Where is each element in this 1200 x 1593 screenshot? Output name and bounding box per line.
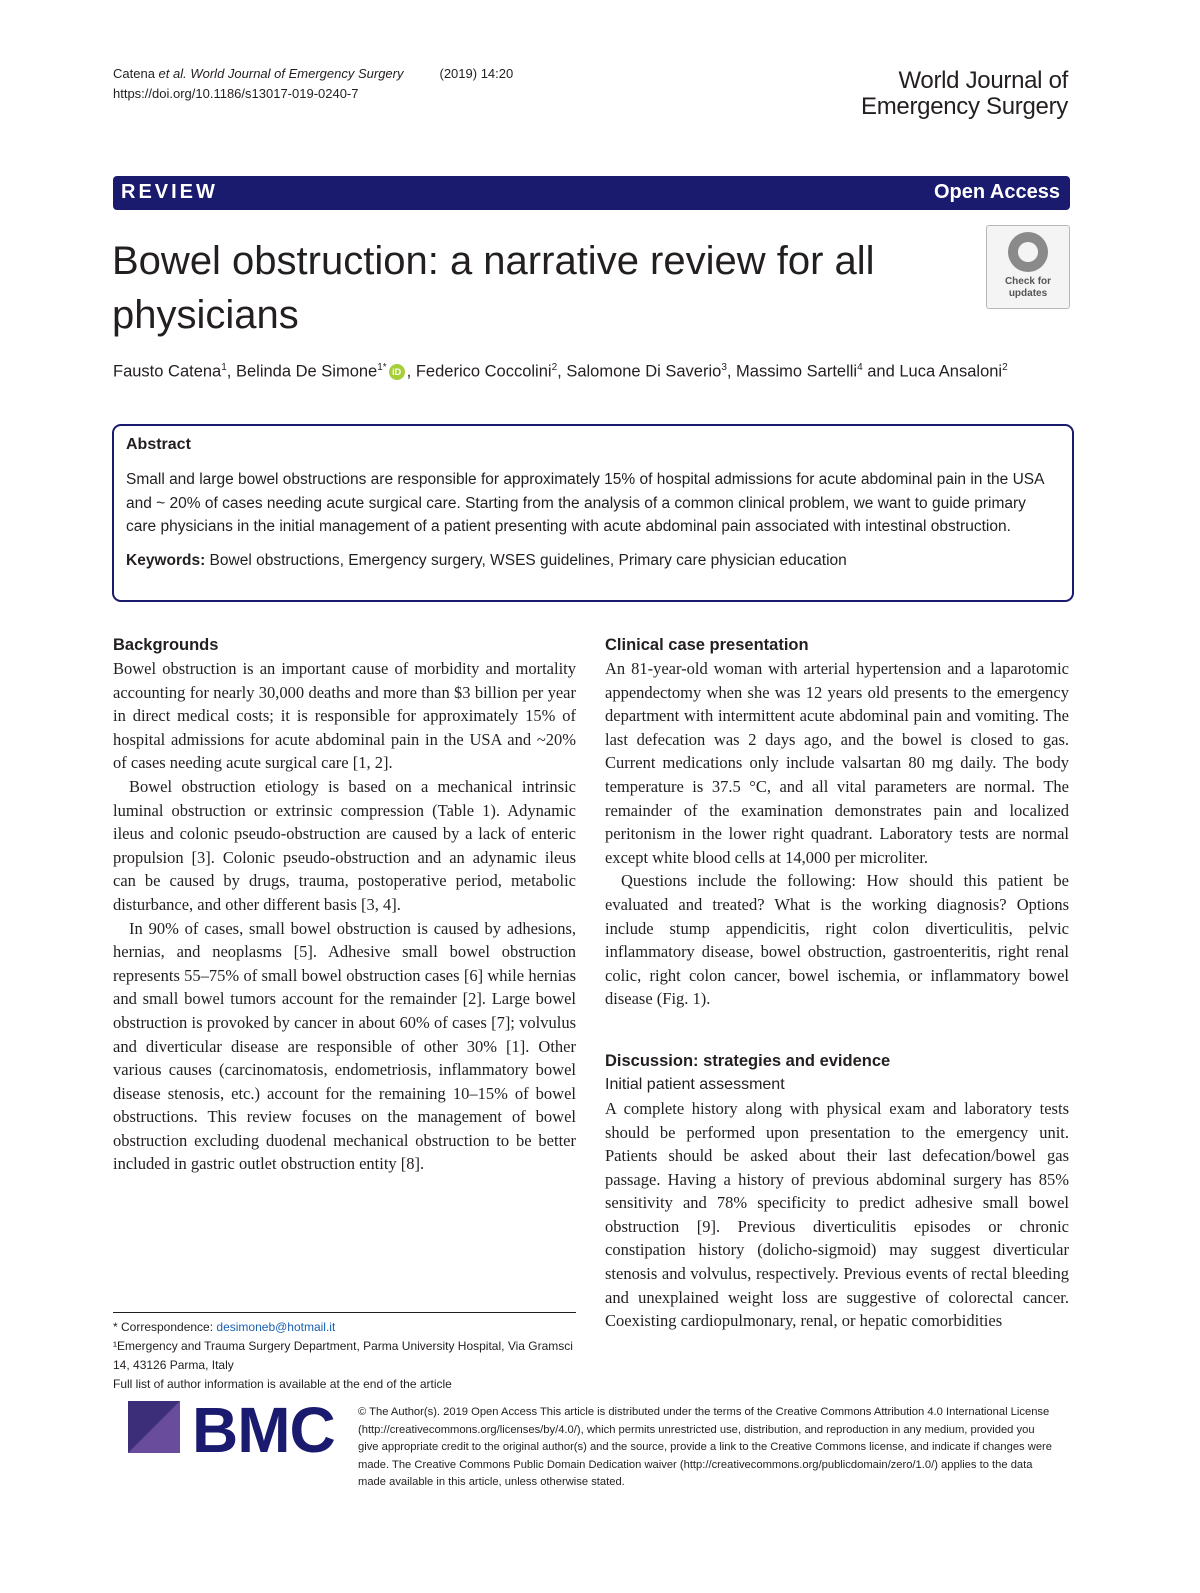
- open-access-label: Open Access: [934, 181, 1060, 203]
- article-meta: [113, 64, 513, 104]
- journal-name-line1: World Journal of: [898, 67, 1068, 94]
- journal-logo: [861, 68, 1068, 120]
- author-name[interactable]: Belinda De Simone: [235, 362, 378, 381]
- footnote: [113, 1318, 583, 1394]
- citation-year: (2019) 14:20: [439, 66, 514, 81]
- abstract-text: Small and large bowel obstructions are responsible for approximately 15% of hospital admissions for acute abdominal pain in the USA and ~ 20% of cases needing acute surgical care. Starting from the analysis of a common clinical problem, we want to guide primary care physicians in the initial management of a patient presenting with acute abdominal pain associated with intestinal obstruction.: [126, 471, 1044, 535]
- author-separator: ,: [226, 362, 236, 381]
- author-affiliation: 2: [551, 362, 558, 373]
- paragraph: In 90% of cases, small bowel obstruction is caused by adhesions, hernias, and neoplasms [5]. Adhesive small bowel obstruction represents 55–75% of small bowel obstruction cases [6] while hernias and small bowel tumors account for the remainder [2]. Large bowel obstruction is provoked by cancer in about 60% of cases [7]; volvulus and diverticular disease are responsible of other 30% [1]. Other various causes (carcinomatosis, endometriosis, inflammatory bowel disease stenosis, etc.) account for the remaining 10–15% of bowel obstructions. This review focuses on the management of bowel obstruction excluding duodenal mechanical obstruction to be better included in gastric outlet obstruction entity [8].: [113, 918, 576, 1174]
- section-heading-backgrounds: Backgrounds: [113, 636, 219, 654]
- paragraph: An 81-year-old woman with arterial hypertension and a laparotomic appendectomy when she was 12 years old presents to the emergency department with intermittent acute abdominal pain and vomiting. The last defecation was 2 days ago, and the bowel is closed to gas. Current medications only include valsartan 80 mg daily. The body temperature is 37.5 °C, and all vital parameters are normal. The remainder of the examination demonstrates pain and localized peritonism in the lower right quadrant. Laboratory tests are normal except white blood cells at 14,000 per microliter.: [605, 659, 1069, 867]
- author-separator: and: [862, 362, 900, 381]
- citation-line: [113, 64, 513, 84]
- citation-etal: et al.: [158, 66, 187, 81]
- check-for-updates-badge[interactable]: [986, 225, 1070, 309]
- keywords: [126, 549, 1060, 572]
- journal-name-line2: Emergency Surgery: [861, 93, 1068, 120]
- paragraph: Bowel obstruction etiology is based on a mechanical intrinsic luminal obstruction or extrinsic compression (Table 1). Adynamic ileus and colonic pseudo-obstruction are caused by a lack of enteric propulsion [3]. Colonic pseudo-obstruction and an adynamic ileus can be caused by drugs, trauma, postoperative period, metabolic disturbance, and other different basis [3, 4].: [113, 776, 576, 914]
- author-name[interactable]: Federico Coccolini: [415, 362, 552, 381]
- author-name[interactable]: Salomone Di Saverio: [566, 362, 722, 381]
- keywords-list: Bowel obstructions, Emergency surgery, WSES guidelines, Primary care physician education: [205, 551, 847, 569]
- article-type-bar: [113, 176, 1070, 210]
- left-column: [113, 633, 576, 1176]
- bmc-logo-icon: [128, 1401, 180, 1453]
- correspondence-label: * Correspondence:: [113, 1320, 217, 1334]
- author-name[interactable]: Massimo Sartelli: [736, 362, 858, 381]
- author-affiliation: 2: [1002, 362, 1008, 373]
- author-affiliation: 1*: [377, 362, 387, 373]
- author-info-note: Full list of author information is available at the end of the article: [113, 1377, 452, 1391]
- section-heading-discussion: Discussion: strategies and evidence: [605, 1051, 891, 1070]
- author-name[interactable]: Fausto Catena: [113, 362, 222, 381]
- right-column: [605, 633, 1069, 1333]
- author-affiliation: 1: [221, 362, 227, 373]
- license-text: © The Author(s). 2019 Open Access This article is distributed under the terms of the Creative Commons Attribution 4.0 International License (http://creativecommons.org/licenses/by/4.0/), which permits unrestricted use, distribution, and reproduction in any medium, provided you give appropriate credit to the original author(s) and the source, provide a link to the Creative Commons license, and indicate if changes were made. The Creative Commons Public Domain Dedication waiver (http://creativecommons.org/publicdomain/zero/1.0/) applies to the data made available in this article, unless otherwise stated.: [358, 1406, 1053, 1488]
- abstract-heading: Abstract: [126, 436, 191, 453]
- author-list: [113, 356, 1073, 384]
- author-separator: ,: [557, 362, 567, 381]
- section-heading-clinical-case: Clinical case presentation: [605, 636, 809, 654]
- citation-authors: Catena: [113, 66, 159, 81]
- footnote-divider: [113, 1312, 576, 1313]
- paragraph: Bowel obstruction is an important cause of morbidity and mortality accounting for nearly 30,000 deaths and more than $3 billion per year in direct medical costs; it is responsible for approximately 15% of hospital admissions for acute abdominal pain in the USA and ~20% of cases needing acute surgical care [1, 2].: [113, 659, 576, 773]
- check-for-updates-label: Check for updates: [1004, 276, 1052, 299]
- paragraph: Questions include the following: How should this patient be evaluated and treated? What is the working diagnosis? Options include stump appendicitis, right colon diverticulitis, pelvic inflammatory disease, bowel obstruction, gastroenteritis, right renal colic, right colon cancer, bowel ischemia, or inflammatory bowel disease (Fig. 1).: [605, 871, 1069, 1009]
- author-affiliation: 3: [721, 362, 727, 373]
- check-for-updates-icon: [1008, 232, 1048, 272]
- citation-journal: World Journal of Emergency Surgery: [186, 66, 404, 81]
- correspondence-email[interactable]: desimoneb@hotmail.it: [216, 1320, 336, 1334]
- paragraph: A complete history along with physical exam and laboratory tests should be performed upon presentation to the emergency unit. Patients should be asked about their last defecation/bowel gas passage. Having a history of previous abdominal surgery has 85% sensitivity and 78% specificity to predict adhesive small bowel obstruction [9]. Previous diverticulitis episodes or chronic constipation history (dolicho-sigmoid) may suggest diverticular stenosis and volvulus, respectively. Previous events of rectal bleeding and unexplained weight loss are suggestive of colorectal cancer. Coexisting cardiopulmonary, renal, or hepatic comorbidities: [605, 1098, 1069, 1331]
- affiliation: ¹Emergency and Trauma Surgery Department, Parma University Hospital, Via Gramsci 14, 43126 Parma, Italy: [113, 1339, 573, 1372]
- keywords-label: Keywords:: [126, 551, 206, 569]
- doi-link[interactable]: https://doi.org/10.1186/s13017-019-0240-7: [113, 86, 359, 101]
- subsection-heading: Initial patient assessment: [605, 1075, 785, 1093]
- bmc-logo: BMC: [192, 1394, 335, 1466]
- orcid-icon[interactable]: iD: [389, 364, 405, 380]
- author-separator: ,: [406, 362, 416, 381]
- abstract-box: [112, 424, 1074, 602]
- article-title: Bowel obstruction: a narrative review for all physicians: [112, 239, 875, 337]
- article-type-label: REVIEW: [121, 181, 218, 203]
- author-affiliation: 4: [857, 362, 863, 373]
- author-name[interactable]: Luca Ansaloni: [899, 362, 1003, 381]
- author-separator: ,: [726, 362, 737, 381]
